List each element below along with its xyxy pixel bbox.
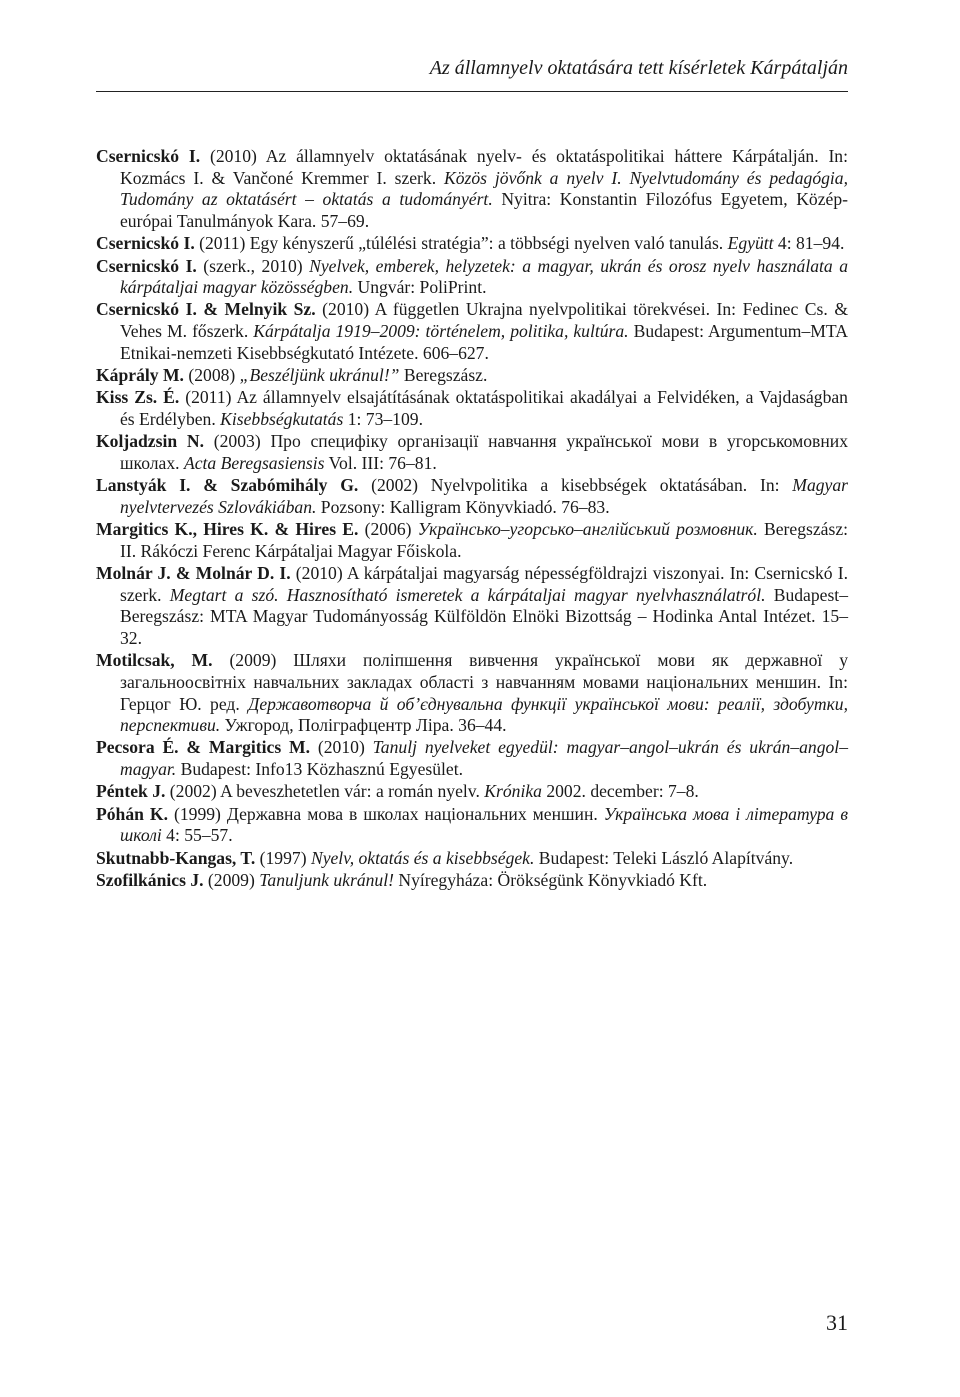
reference-text: (1999) Державна мова в школах національних меншин. [168,803,604,824]
reference-title: Közös jövőnk a nyelv I. Nyelvtudomány és pedagógia, Tudomány az oktatásért – oktatás a tudományért. [120,167,848,210]
reference-title: Українсько–угорсько–англійський розмовник. [417,518,758,539]
reference-title: Nyelvek, emberek, helyzetek: a magyar, ukrán és orosz nyelv használata a kárpátaljai magyar közösségben. [120,255,848,298]
reference-entry [96,804,848,847]
reference-title: Tanuljunk ukránul! [259,869,394,890]
reference-text: Ungvár: PoliPrint. [353,277,487,298]
reference-text: (2010) A kárpátaljai magyarság népességföldrajzi viszonyai. In: Csernicskó I. szerk. [120,562,848,605]
reference-text: (2006) [358,518,418,539]
reference-author: Káprály M. [96,365,184,386]
reference-text: Budapest: Argumentum–MTA Etnikai-nemzeti Kisebbségkutató Intézete. 606–627. [120,321,848,363]
reference-text: (2011) Az államnyelv elsajátításának oktatáspolitikai akadályai a Felvidéken, a Vajdaságban és Erdélyben. [120,387,848,429]
reference-entry [96,146,848,233]
reference-text: 4: 81–94. [773,233,845,254]
reference-entry [96,650,848,737]
reference-text: Beregszász. [399,365,488,386]
reference-entry [96,737,848,780]
reference-title: Kárpátalja 1919–2009: történelem, politika, kultúra. [253,321,629,342]
reference-entry [96,519,848,562]
reference-title: Megtart a szó. Hasznosítható ismeretek a kárpátaljai magyar nyelvhasználatról. [169,584,766,605]
reference-text: (2011) Egy kényszerű „túlélési stratégia”: a többségi nyelven való tanulás. [194,233,728,254]
reference-author: Szofilkánics J. [96,869,204,890]
reference-author: Lanstyák I. & Szabómihály G. [96,475,359,496]
reference-title: Magyar nyelvtervezés Szlovákiában. [120,475,848,517]
reference-author: Motilcsak, M. [96,650,213,671]
reference-author: Pecsora É. & Margitics M. [96,737,311,758]
reference-author: Skutnabb-Kangas, T. [96,847,256,868]
reference-text: Nyíregyháza: Örökségünk Könyvkiadó Kft. [393,869,708,890]
reference-text: (1997) [255,847,311,868]
reference-text: (2010) Az államnyelv oktatásának nyelv- és oktatáspolitikai háttere Kárpátalján. In: Kozmács I. & Vančoné Kremmer I. szerk. [120,146,848,188]
reference-text: Vol. III: 76–81. [324,452,437,473]
reference-text: (2009) Шляхи поліпшення вивчення української мови як державної у загальноосвітніх навчальних закладах області з навчанням мовами національних меншин. In: Герцог Ю. ред. [120,650,848,714]
reference-entry [96,387,848,430]
reference-entry [96,563,848,650]
reference-text: Budapest–Beregszász: MTA Magyar Tudományosság Külföldön Elnöki Bizottság – Hodinka Antal Intézet. 15–32. [120,584,848,648]
reference-text: (2010) A független Ukrajna nyelvpolitikai törekvései. In: Fedinec Cs. & Vehes M. főszerk. [120,299,848,342]
reference-text: (2002) A beveszhetetlen vár: a román nyelv. [165,781,485,802]
reference-author: Margitics K., Hires K. & Hires E. [96,518,359,539]
page-number: 31 [826,1310,848,1335]
reference-entry [96,233,848,255]
reference-text: (2010) [310,737,373,758]
reference-text: 2002. december: 7–8. [541,781,699,802]
reference-entry [96,848,848,870]
reference-author: Póhán K. [96,803,168,824]
reference-text: Nyitra: Konstantin Filozófus Egyetem, Közép-európai Tanulmányok Kara. 57–69. [120,189,848,232]
reference-text: Pozsony: Kalligram Könyvkiadó. 76–83. [316,496,610,517]
reference-entry [96,256,848,299]
reference-title: Державотворча й об’єднувальна функції української мови: реалії, здобутки, перспективи. [120,693,848,736]
reference-author: Csernicskó I. [96,255,197,276]
reference-text: (2008) [183,365,240,386]
reference-author: Csernicskó I. [96,233,195,254]
reference-entry [96,365,848,387]
reference-title: Együtt [727,233,774,254]
reference-title: Nyelv, oktatás és a kisebbségek. [310,847,535,868]
reference-text: 4: 55–57. [161,825,233,846]
reference-entry [96,781,848,803]
reference-text: (szerk., 2010) [196,255,310,276]
reference-text: Ужгород, Поліграфцентр Ліра. 36–44. [220,715,507,736]
reference-title: Krónika [484,781,542,802]
reference-entry [96,475,848,518]
reference-entry [96,299,848,364]
reference-text: (2002) Nyelvpolitika a kisebbségek oktatásában. In: [358,475,793,496]
reference-title: Українська мова і література в школі [120,803,848,846]
reference-text: Budapest: Teleki László Alapítvány. [534,847,794,868]
reference-author: Koljadzsin N. [96,431,205,452]
reference-title: Kisebbségkutatás [220,408,344,429]
reference-text: Budapest: Info13 Közhasznú Egyesület. [176,759,464,780]
reference-title: „Beszéljünk ukránul!” [239,365,400,386]
reference-text: (2003) Про специфіку організації навчання української мови в угорськомовних школах. [120,431,848,473]
reference-author: Csernicskó I. & Melnyik Sz. [96,299,316,320]
reference-entry [96,431,848,474]
reference-list [96,146,848,892]
reference-author: Kiss Zs. É. [96,387,180,408]
reference-entry [96,870,848,892]
reference-title: Tanulj nyelveket egyedül: magyar–angol–ukrán és ukrán–angol–magyar. [120,737,848,780]
reference-author: Péntek J. [96,781,166,802]
running-head: Az államnyelv oktatására tett kísérletek Kárpátalján [96,56,848,92]
reference-author: Molnár J. & Molnár D. I. [96,562,291,583]
reference-author: Csernicskó I. [96,146,201,166]
reference-text: 1: 73–109. [343,408,423,429]
reference-title: Acta Beregsasiensis [183,452,325,473]
reference-text: (2009) [203,869,260,890]
reference-text: Beregszász: II. Rákóczi Ferenc Kárpátaljai Magyar Főiskola. [120,518,849,561]
